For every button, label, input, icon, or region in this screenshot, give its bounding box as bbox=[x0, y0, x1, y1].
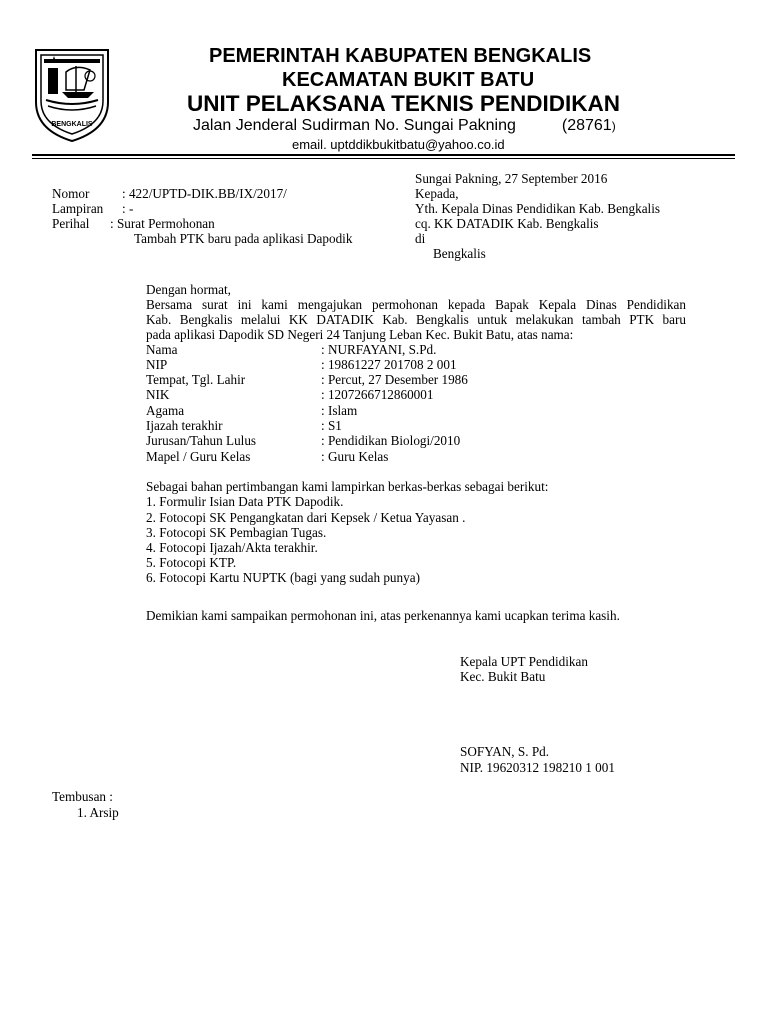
seal-text: BENGKALIS bbox=[51, 121, 93, 128]
postal-close: ) bbox=[611, 119, 616, 133]
cc-item: 1. Arsip bbox=[77, 805, 119, 820]
letterhead-line-3: UNIT PELAKSANA TEKNIS PENDIDIKAN bbox=[187, 91, 620, 116]
field-value: : 19861227 201708 2 001 bbox=[321, 357, 457, 372]
field-label: Agama bbox=[146, 403, 185, 418]
list-item: 5. Fotocopi KTP. bbox=[146, 555, 237, 570]
nomor-value: : 422/UPTD-DIK.BB/IX/2017/ bbox=[122, 186, 287, 201]
letterhead-divider-thick bbox=[32, 154, 735, 156]
field-label: Jurusan/Tahun Lulus bbox=[146, 433, 257, 448]
field-value: : Pendidikan Biologi/2010 bbox=[321, 433, 461, 448]
recipient-kepada: Kepada, bbox=[415, 186, 459, 201]
field-label: Tempat, Tgl. Lahir bbox=[146, 372, 246, 387]
cc-label: Tembusan : bbox=[52, 789, 113, 804]
list-item: 6. Fotocopi Kartu NUPTK (bagi yang sudah punya) bbox=[146, 570, 420, 585]
perihal-value-2: Tambah PTK baru pada aplikasi Dapodik bbox=[134, 231, 353, 246]
paragraph-1-line-3: pada aplikasi Dapodik SD Negeri 24 Tanjung Leban Kec. Bukit Batu, atas nama: bbox=[146, 327, 574, 342]
recipient-di: di bbox=[415, 231, 426, 246]
letterhead-line-1: PEMERINTAH KABUPATEN BENGKALIS bbox=[209, 45, 592, 67]
closing-sentence: Demikian kami sampaikan permohonan ini, atas perkenannya kami ucapkan terima kasih. bbox=[146, 608, 620, 623]
nomor-label: Nomor bbox=[52, 186, 90, 201]
letterhead-email: email. uptddikbukitbatu@yahoo.co.id bbox=[292, 137, 505, 152]
lampiran-value: : - bbox=[122, 201, 134, 216]
signature-title-2: Kec. Bukit Batu bbox=[460, 669, 546, 684]
address-text: Jalan Jenderal Sudirman No. Sungai Pakning bbox=[193, 117, 516, 134]
field-label: Nama bbox=[146, 342, 178, 357]
field-label: NIK bbox=[146, 387, 170, 402]
signatory-nip: NIP. 19620312 198210 1 001 bbox=[460, 760, 615, 775]
letterhead-address bbox=[193, 117, 616, 135]
perihal-label: Perihal bbox=[52, 216, 90, 231]
paragraph-1-line-1: Bersama surat ini kami mengajukan permohonan kepada Bapak Kepala Dinas Pendidikan bbox=[146, 297, 686, 312]
signature-title-1: Kepala UPT Pendidikan bbox=[460, 654, 588, 669]
recipient-yth: Yth. Kepala Dinas Pendidikan Kab. Bengkalis bbox=[415, 201, 661, 216]
field-label: Ijazah terakhir bbox=[146, 418, 223, 433]
list-item: 2. Fotocopi SK Pengangkatan dari Kepsek / Ketua Yayasan . bbox=[146, 510, 466, 525]
field-value: : Percut, 27 Desember 1986 bbox=[321, 372, 468, 387]
field-value: : Islam bbox=[321, 403, 358, 418]
field-value: : 1207266712860001 bbox=[321, 387, 434, 402]
recipient-cq: cq. KK DATADIK Kab. Bengkalis bbox=[415, 216, 599, 231]
greeting: Dengan hormat, bbox=[146, 282, 231, 297]
paragraph-1-line-2: Kab. Bengkalis melalui KK DATADIK Kab. Bengkalis untuk melakukan tambah PTK baru bbox=[146, 312, 686, 327]
field-value: : NURFAYANI, S.Pd. bbox=[321, 342, 437, 357]
field-label: Mapel / Guru Kelas bbox=[146, 449, 251, 464]
place-date: Sungai Pakning, 27 September 2016 bbox=[415, 171, 608, 186]
perihal-value: : Surat Permohonan bbox=[110, 216, 215, 231]
letterhead-divider-thin bbox=[32, 158, 735, 159]
field-label: NIP bbox=[146, 357, 168, 372]
field-value: : Guru Kelas bbox=[321, 449, 389, 464]
lampiran-label: Lampiran bbox=[52, 201, 104, 216]
recipient-city: Bengkalis bbox=[433, 246, 486, 261]
list-item: 4. Fotocopi Ijazah/Akta terakhir. bbox=[146, 540, 318, 555]
list-item: 1. Formulir Isian Data PTK Dapodik. bbox=[146, 494, 344, 509]
attachments-intro: Sebagai bahan pertimbangan kami lampirkan berkas-berkas sebagai berikut: bbox=[146, 479, 549, 494]
regency-seal-logo bbox=[32, 46, 112, 144]
list-item: 3. Fotocopi SK Pembagian Tugas. bbox=[146, 525, 327, 540]
signatory-name: SOFYAN, S. Pd. bbox=[460, 744, 550, 759]
field-value: : S1 bbox=[321, 418, 342, 433]
postal-code: (28761 bbox=[561, 117, 612, 134]
letterhead-line-2: KECAMATAN BUKIT BATU bbox=[282, 69, 535, 91]
